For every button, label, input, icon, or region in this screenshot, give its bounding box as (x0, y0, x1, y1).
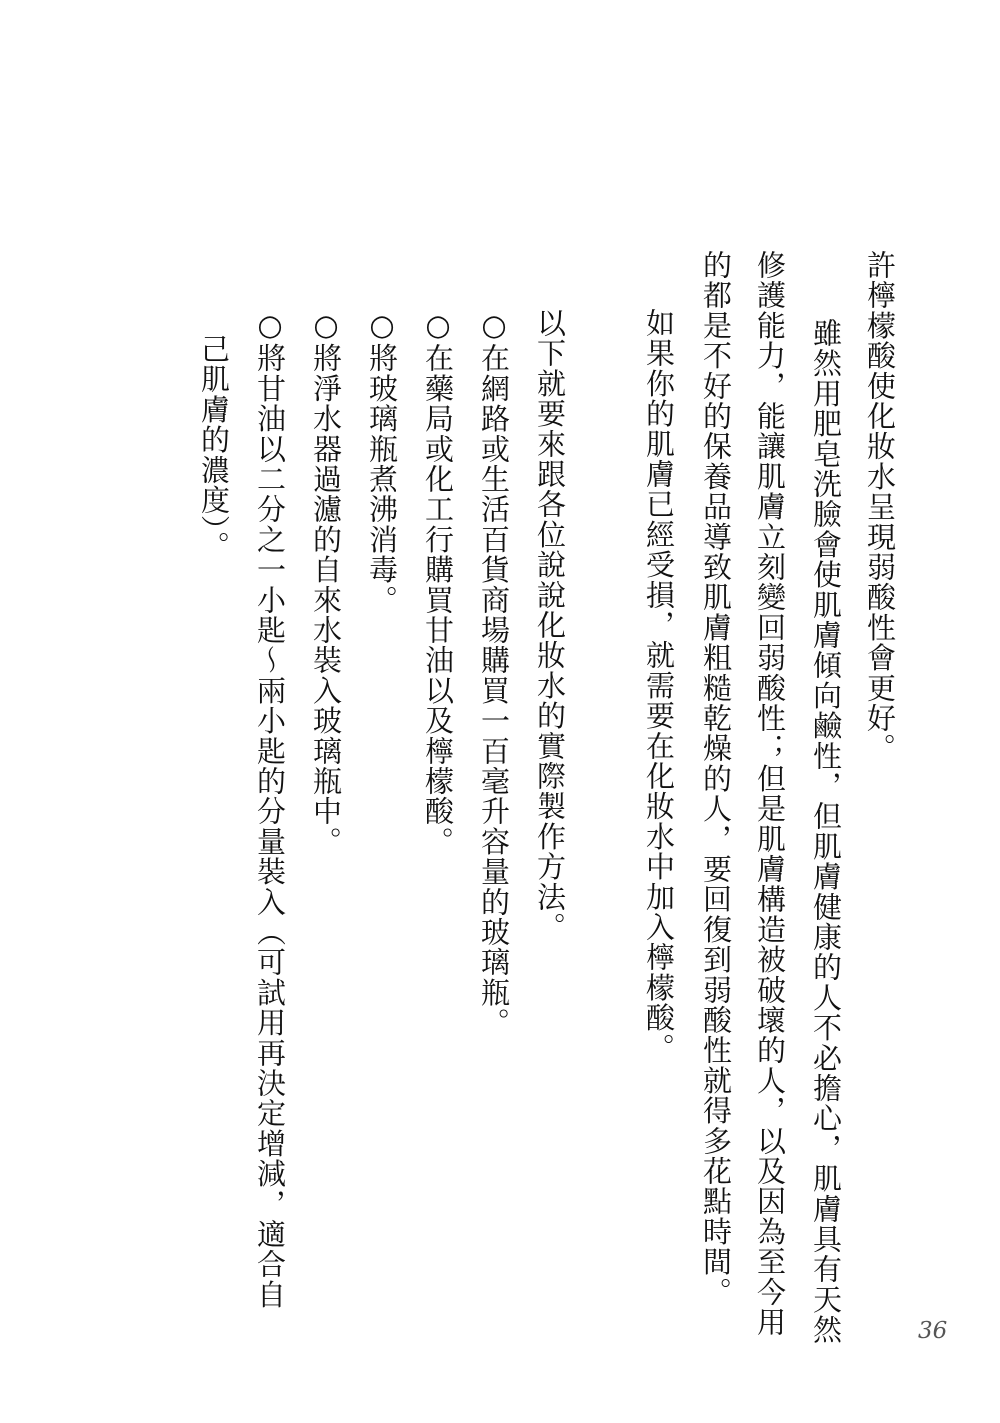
text-line-2: 雖然用肥皂洗臉會使肌膚傾向鹼性，但肌膚健康的人不必擔心，肌膚具有天然 (809, 318, 843, 1345)
page-number: 36 (918, 1318, 948, 1344)
text-line-7: ○在網路或生活百貨商場購買一百毫升容量的玻璃瓶。 (477, 308, 511, 1038)
text-line-12: 己肌膚的濃度）。 (197, 334, 231, 562)
text-line-4: 的都是不好的保養品導致肌膚粗糙乾燥的人，要回復到弱酸性就得多花點時間。 (699, 250, 733, 1307)
text-line-5: 如果你的肌膚已經受損，就需要在化妝水中加入檸檬酸。 (642, 308, 676, 1063)
text-line-9: ○將玻璃瓶煮沸消毒。 (365, 308, 399, 615)
text-line-10: ○將淨水器過濾的自來水裝入玻璃瓶中。 (309, 308, 343, 857)
text-line-3: 修護能力，能讓肌膚立刻變回弱酸性；但是肌膚構造被破壞的人，以及因為至今用 (753, 250, 787, 1338)
text-line-1: 許檸檬酸使化妝水呈現弱酸性會更好。 (863, 250, 897, 764)
text-line-8: ○在藥局或化工行購買甘油以及檸檬酸。 (421, 308, 455, 857)
text-line-11: ○將甘油以二分之一小匙～兩小匙的分量裝入（可試用再決定增減，適合自 (253, 308, 287, 1310)
text-line-6: 以下就要來跟各位說說化妝水的實際製作方法。 (533, 308, 567, 943)
